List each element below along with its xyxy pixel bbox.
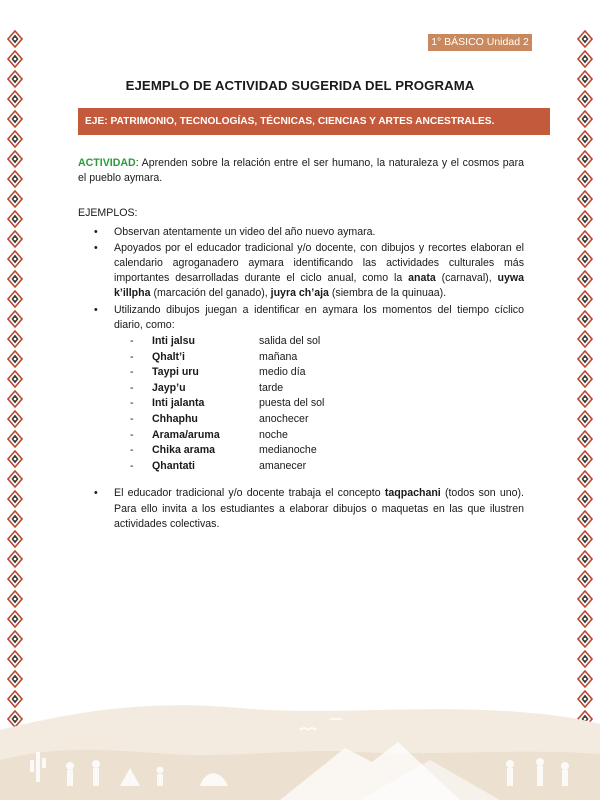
andean-diamond-motif-icon (577, 470, 593, 488)
andean-diamond-motif-icon (7, 410, 23, 428)
term-row (114, 396, 524, 412)
andean-diamond-motif-icon (7, 370, 23, 388)
andean-diamond-motif-icon (577, 670, 593, 688)
andean-diamond-motif-icon (577, 250, 593, 268)
andean-diamond-motif-icon (7, 650, 23, 668)
term-row (114, 459, 524, 475)
andean-diamond-motif-icon (577, 490, 593, 508)
andean-diamond-motif-icon (577, 370, 593, 388)
andean-diamond-motif-icon (7, 70, 23, 88)
list-item (78, 486, 524, 532)
andean-diamond-motif-icon (7, 590, 23, 608)
term-word: Qhantati (152, 459, 195, 472)
andean-diamond-motif-icon (577, 110, 593, 128)
term-meaning: tarde (259, 381, 284, 394)
andean-diamond-motif-icon (577, 330, 593, 348)
examples-heading: EJEMPLOS: (78, 207, 138, 220)
andean-diamond-motif-icon (7, 490, 23, 508)
term-uywa-killpha: uywa k’illpha (114, 272, 524, 300)
unit-badge: 1° BÁSICO Unidad 2 (428, 34, 532, 51)
term-meaning: puesta del sol (259, 397, 325, 410)
andean-diamond-motif-icon (577, 430, 593, 448)
andean-diamond-motif-icon (7, 290, 23, 308)
activity-text: : Aprenden sobre la relación entre el ser humano, la naturaleza y el cosmos para el pueblo aymara. (78, 157, 524, 185)
andean-diamond-motif-icon (7, 430, 23, 448)
page-title: EJEMPLO DE ACTIVIDAD SUGERIDA DEL PROGRAMA (125, 78, 475, 93)
andean-diamond-motif-icon (577, 50, 593, 68)
term-dash: - (130, 381, 134, 394)
term-taqpachani: taqpachani (384, 487, 441, 500)
andean-diamond-motif-icon (7, 270, 23, 288)
activity-paragraph (78, 156, 524, 186)
bullet-text: (carnaval), (435, 272, 498, 285)
andean-diamond-motif-icon (7, 110, 23, 128)
bullet-text: (siembra de la quinuaa). (328, 287, 447, 300)
andean-diamond-motif-icon (577, 610, 593, 628)
term-row (114, 443, 524, 459)
list-item (78, 225, 524, 240)
andean-diamond-motif-icon (7, 450, 23, 468)
andean-landscape-silhouette-icon (0, 690, 600, 800)
term-word: Arama/aruma (152, 428, 220, 441)
term-juyra-chaja: juyra ch’aja (270, 287, 329, 300)
bullet-text: Observan atentamente un video del año nuevo aymara. (114, 225, 376, 238)
term-meaning: salida del sol (259, 335, 321, 348)
term-dash: - (130, 350, 134, 363)
andean-diamond-motif-icon (7, 210, 23, 228)
andean-diamond-motif-icon (7, 30, 23, 48)
eje-banner: EJE: PATRIMONIO, TECNOLOGÍAS, TÉCNICAS, CIENCIAS Y ARTES ANCESTRALES. (78, 108, 550, 135)
term-anata: anata (408, 272, 436, 285)
andean-diamond-motif-icon (7, 470, 23, 488)
andean-diamond-motif-icon (7, 530, 23, 548)
andean-diamond-motif-icon (577, 310, 593, 328)
andean-diamond-motif-icon (577, 130, 593, 148)
andean-diamond-motif-icon (577, 530, 593, 548)
andean-diamond-motif-icon (577, 270, 593, 288)
andean-diamond-motif-icon (577, 290, 593, 308)
list-item (78, 303, 524, 475)
andean-diamond-motif-icon (577, 550, 593, 568)
andean-diamond-motif-icon (7, 130, 23, 148)
list-item (78, 241, 524, 302)
andean-diamond-motif-icon (577, 450, 593, 468)
term-row (114, 428, 524, 444)
andean-diamond-motif-icon (7, 570, 23, 588)
andean-diamond-motif-icon (577, 70, 593, 88)
andean-diamond-motif-icon (577, 570, 593, 588)
andean-diamond-motif-icon (7, 670, 23, 688)
andean-diamond-motif-icon (577, 230, 593, 248)
term-word: Chika arama (152, 444, 216, 457)
examples-list (78, 225, 524, 532)
term-meaning: medio día (259, 366, 306, 379)
term-row (114, 334, 524, 350)
andean-diamond-motif-icon (7, 90, 23, 108)
andean-diamond-motif-icon (7, 190, 23, 208)
term-meaning: anochecer (259, 413, 309, 425)
document-body (78, 156, 524, 533)
right-decorative-border (576, 0, 594, 800)
andean-diamond-motif-icon (7, 230, 23, 248)
term-dash: - (130, 397, 134, 410)
andean-diamond-motif-icon (577, 350, 593, 368)
bullet-text: (todos son uno). Para ello invita a los estudiantes a elaborar dibujos o maquetas en las que ilustren actividades colectivas. (114, 487, 524, 530)
term-meaning: mañana (259, 350, 298, 363)
andean-diamond-motif-icon (7, 350, 23, 368)
andean-diamond-motif-icon (7, 170, 23, 188)
term-dash: - (130, 366, 134, 379)
term-word: Taypi uru (152, 366, 199, 379)
term-row (114, 350, 524, 366)
bullet-text: El educador tradicional y/o docente trabaja el concepto (114, 487, 385, 500)
andean-diamond-motif-icon (7, 610, 23, 628)
bullet-text: (marcación del ganado), (150, 287, 271, 300)
term-row (114, 412, 524, 428)
term-row (114, 365, 524, 381)
andean-diamond-motif-icon (7, 390, 23, 408)
andean-diamond-motif-icon (577, 630, 593, 648)
term-meaning: amanecer (259, 459, 307, 472)
andean-diamond-motif-icon (7, 330, 23, 348)
activity-label: ACTIVIDAD (78, 157, 136, 169)
andean-diamond-motif-icon (7, 250, 23, 268)
term-dash: - (130, 459, 134, 472)
bullet-text: Utilizando dibujos juegan a identificar en aymara los momentos del tiempo cíclico diario, como: (114, 303, 524, 331)
andean-diamond-motif-icon (577, 90, 593, 108)
andean-diamond-motif-icon (7, 550, 23, 568)
andean-diamond-motif-icon (7, 50, 23, 68)
left-decorative-border (6, 0, 24, 800)
andean-diamond-motif-icon (577, 150, 593, 168)
term-meaning: noche (259, 428, 288, 441)
aymara-terms-list (114, 334, 524, 474)
term-word: Inti jalanta (152, 397, 205, 410)
term-meaning: medianoche (259, 444, 317, 457)
andean-diamond-motif-icon (577, 190, 593, 208)
term-dash: - (130, 335, 134, 348)
term-dash: - (130, 413, 134, 425)
andean-diamond-motif-icon (7, 510, 23, 528)
andean-diamond-motif-icon (577, 390, 593, 408)
andean-diamond-motif-icon (577, 30, 593, 48)
andean-diamond-motif-icon (577, 410, 593, 428)
andean-diamond-motif-icon (577, 170, 593, 188)
term-dash: - (130, 428, 134, 441)
andean-diamond-motif-icon (7, 630, 23, 648)
andean-diamond-motif-icon (577, 510, 593, 528)
andean-diamond-motif-icon (577, 650, 593, 668)
term-word: Jayp’u (152, 381, 186, 394)
term-word: Chhaphu (152, 413, 198, 425)
andean-diamond-motif-icon (7, 150, 23, 168)
term-word: Qhalt’i (152, 350, 185, 363)
term-row (114, 381, 524, 397)
andean-diamond-motif-icon (577, 210, 593, 228)
term-dash: - (130, 444, 134, 457)
andean-diamond-motif-icon (577, 590, 593, 608)
andean-diamond-motif-icon (7, 310, 23, 328)
term-word: Inti jalsu (152, 335, 195, 348)
bullet-text: Apoyados por el educador tradicional y/o docente, con dibujos y recortes elaboran el calendario agroganadero aymara identificando las actividades culturales más importantes desarrolladas durante el ciclo anual, como la (114, 241, 524, 285)
